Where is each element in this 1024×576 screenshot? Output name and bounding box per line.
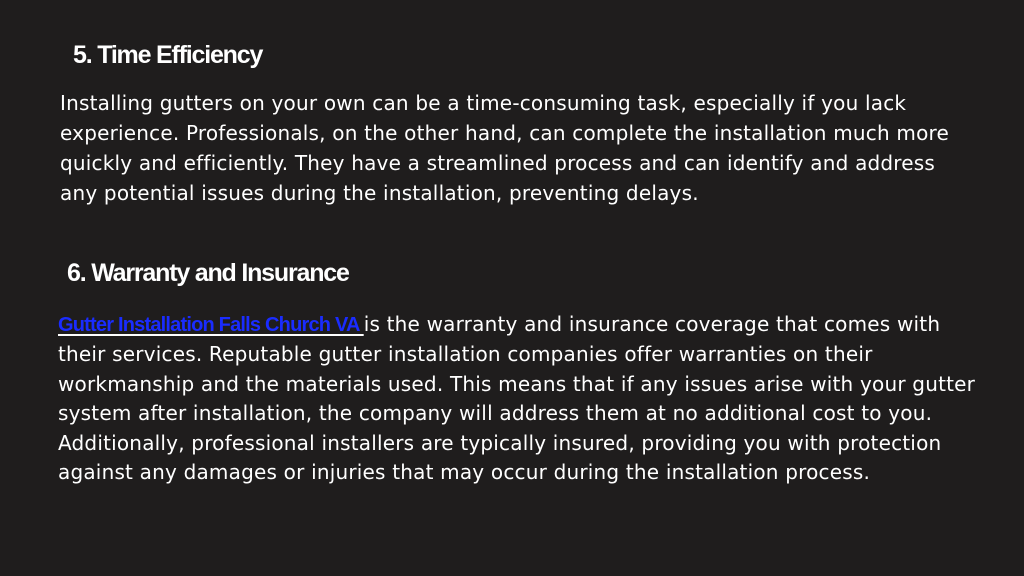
section-6-paragraph-block — [58, 310, 978, 487]
section-6-heading: 6. Warranty and Insurance — [67, 259, 349, 287]
section-6-paragraph: is the warranty and insurance coverage that comes with their services. Reputable gutter installation companies offer warranties on their workmanship and the materials used. This means that if any issues arise with your gutter system after installation, the company will address them at no additional cost to you. Additionally, professional installers are typically insured, providing you with protection against any damages or injuries that may occur during the installation process. — [58, 312, 976, 485]
gutter-installation-link[interactable]: Gutter Installation Falls Church VA — [58, 314, 364, 336]
section-5-heading: 5. Time Efficiency — [73, 41, 263, 69]
section-5-paragraph: Installing gutters on your own can be a time-consuming task, especially if you lack experience. Professionals, on the other hand, can complete the installation much more quickly and efficiently. They have a streamlined process and can identify and address any potential issues during the installation, preventing delays. — [60, 91, 950, 205]
